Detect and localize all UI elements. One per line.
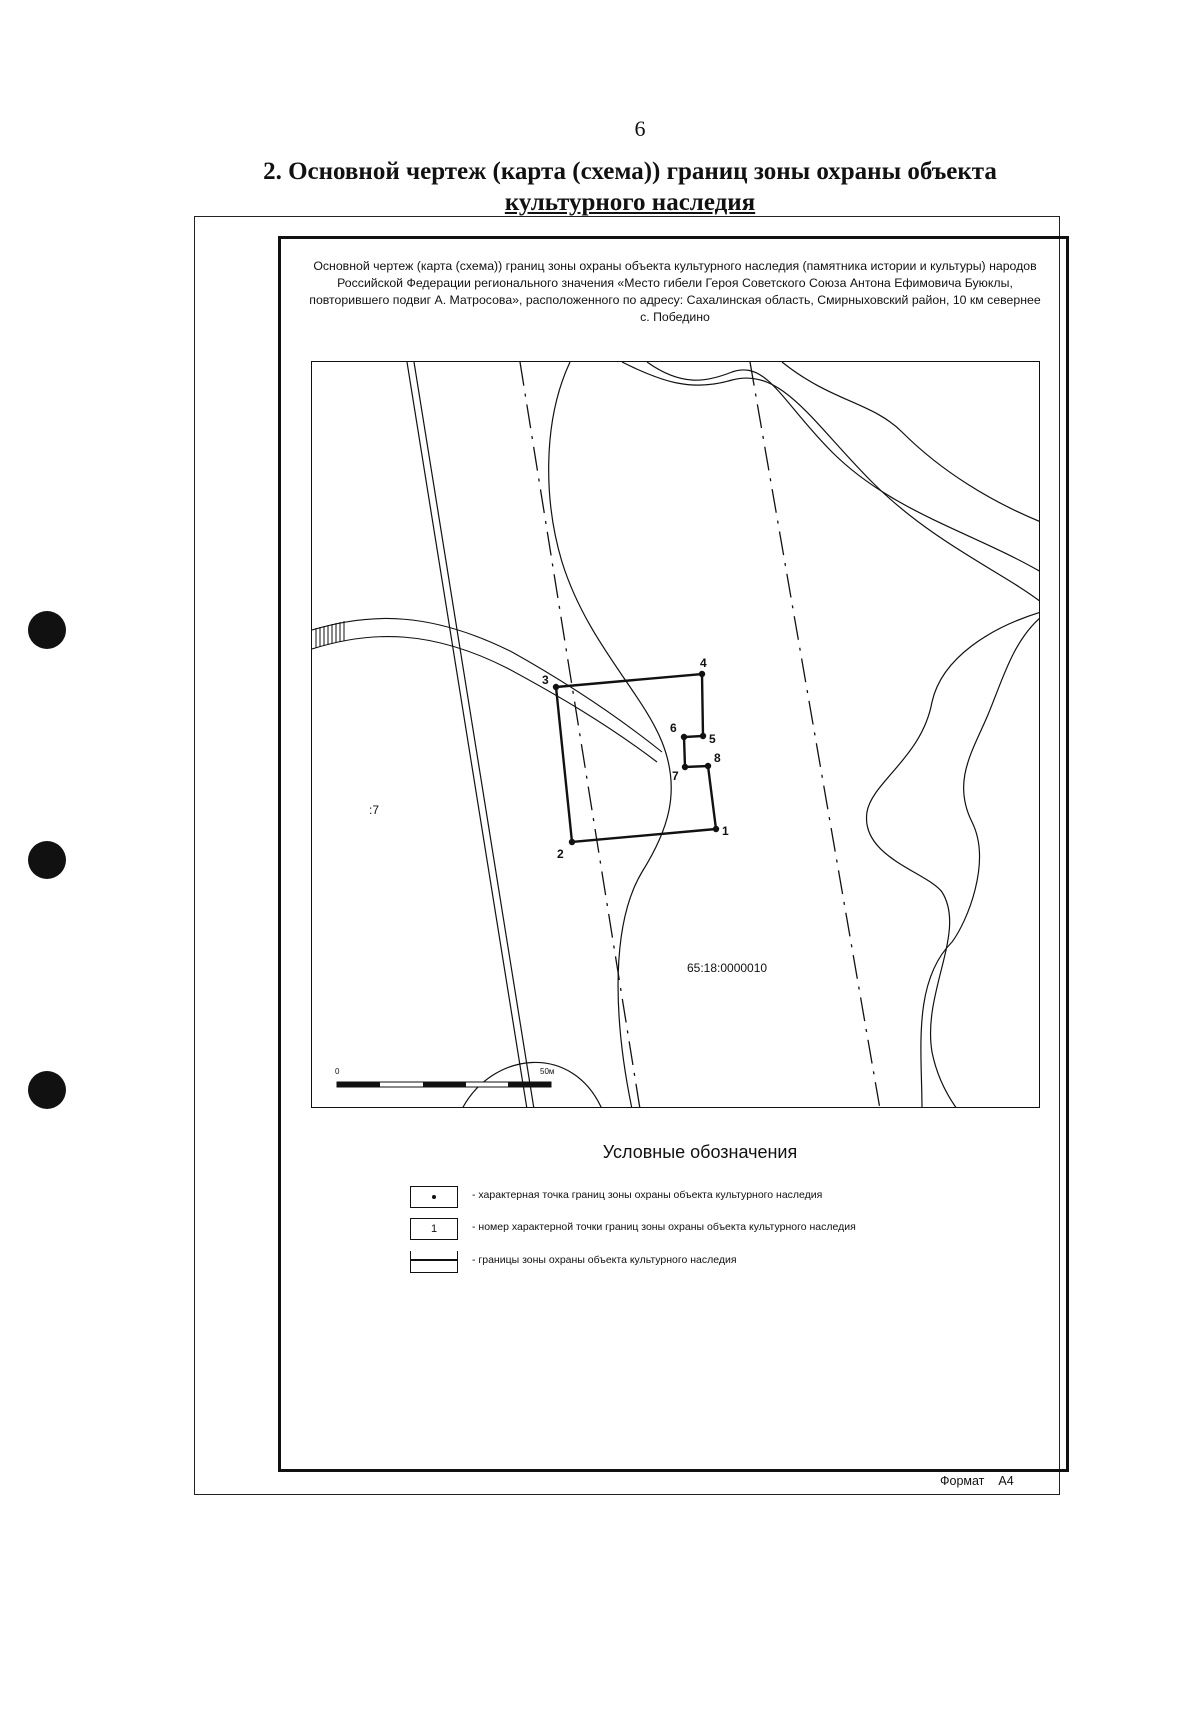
legend-text: - номер характерной точки границ зоны охраны объекта культурного наследия bbox=[472, 1221, 856, 1233]
legend-title: Условные обозначения bbox=[602, 1142, 798, 1162]
dashed-boundary-line bbox=[750, 362, 880, 1108]
characteristic-point-7 bbox=[682, 764, 688, 770]
contour-line bbox=[866, 612, 1040, 1108]
format-label bbox=[940, 1474, 1014, 1488]
point-number-symbol-icon: 1 bbox=[410, 1218, 458, 1240]
parcel-label: :7 bbox=[369, 803, 380, 817]
map-frame bbox=[311, 361, 1040, 1108]
punch-hole bbox=[28, 841, 66, 879]
road-line bbox=[407, 362, 527, 1108]
legend-text: - границы зоны охраны объекта культурного наследия bbox=[472, 1254, 737, 1266]
characteristic-points bbox=[553, 671, 719, 845]
boundary-line-symbol-icon bbox=[410, 1251, 458, 1273]
page-number: 6 bbox=[634, 116, 646, 141]
contour-line bbox=[622, 362, 1040, 602]
point-symbol-icon bbox=[410, 1186, 458, 1208]
characteristic-point-3 bbox=[553, 684, 559, 690]
format-value: А4 bbox=[998, 1474, 1014, 1488]
characteristic-point-4 bbox=[699, 671, 705, 677]
punch-hole bbox=[28, 611, 66, 649]
page-title-line-2: культурного наследия bbox=[504, 189, 756, 216]
scale-bar-start-label: 0 bbox=[335, 1067, 340, 1076]
characteristic-point-1 bbox=[713, 826, 719, 832]
punch-hole bbox=[28, 1071, 66, 1109]
contour-line bbox=[921, 617, 1040, 1108]
point-number-label-8: 8 bbox=[714, 751, 721, 765]
point-number-label-6: 6 bbox=[670, 721, 677, 735]
contour-line bbox=[782, 362, 1040, 522]
scale-bar-end-label: 50м bbox=[540, 1067, 555, 1076]
point-number-label-3: 3 bbox=[542, 673, 549, 687]
characteristic-point-2 bbox=[569, 839, 575, 845]
point-number-label-5: 5 bbox=[709, 732, 716, 746]
map-drawing bbox=[312, 362, 1040, 1108]
contour-line bbox=[647, 362, 1040, 572]
track-line bbox=[312, 618, 662, 752]
dashed-boundary-line bbox=[520, 362, 640, 1108]
page-title-line-1: 2. Основной чертеж (карта (схема)) границ зоны охраны объекта bbox=[263, 158, 997, 185]
point-number-label-7: 7 bbox=[672, 769, 679, 783]
characteristic-point-6 bbox=[681, 734, 687, 740]
map-caption: Основной чертеж (карта (схема)) границ зоны охраны объекта культурного наследия (памятника истории и культуры) народов Российской Федерации регионального значения «Место гибели Героя Советского Союза Антона Ефимовича Буюклы, повторившего подвиг А. Матросова», расположенного по адресу: Сахалинская область, Смирныховский район, 10 км севернее с. Победино bbox=[309, 259, 1041, 324]
characteristic-point-8 bbox=[705, 763, 711, 769]
format-label-text: Формат bbox=[940, 1474, 985, 1488]
page-title bbox=[180, 156, 1080, 218]
point-number-label-4: 4 bbox=[700, 656, 707, 670]
road-line bbox=[414, 362, 534, 1108]
point-number-label-2: 2 bbox=[557, 847, 564, 861]
legend-text: - характерная точка границ зоны охраны объекта культурного наследия bbox=[472, 1189, 823, 1201]
cadastral-number: 65:18:0000010 bbox=[687, 961, 768, 975]
protection-zone-boundary bbox=[556, 674, 716, 842]
characteristic-point-5 bbox=[700, 733, 706, 739]
point-number-label-1: 1 bbox=[722, 824, 729, 838]
track-line bbox=[312, 637, 657, 762]
contour-line bbox=[549, 362, 672, 1108]
